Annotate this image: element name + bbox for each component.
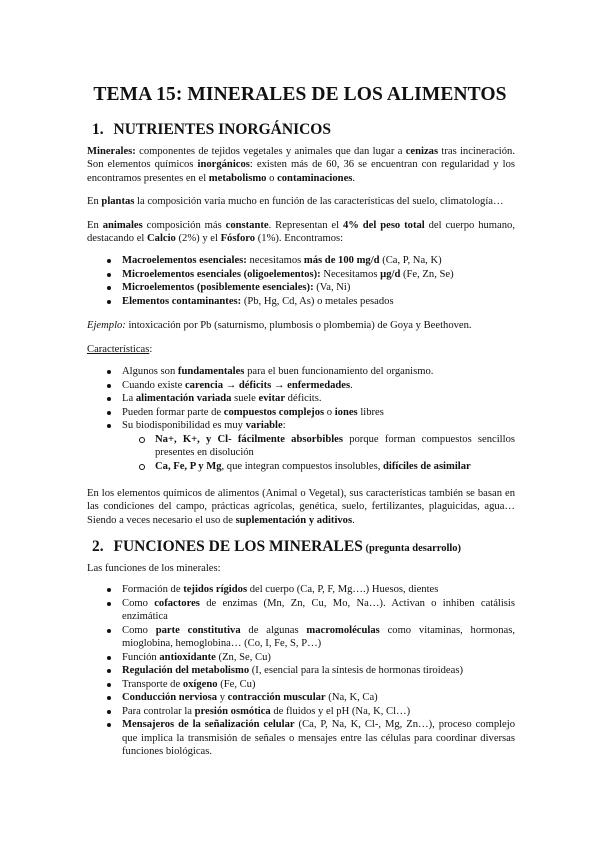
- text: En: [87, 220, 103, 231]
- section-2-number: 2.: [92, 538, 104, 555]
- item-term: Microelementos (posiblemente esenciales):: [122, 282, 314, 293]
- text: climatología: [440, 196, 494, 207]
- item-term: carencia → déficits → enfermedades: [184, 379, 351, 391]
- item-term: Ca, Fe, P y Mg: [155, 460, 222, 472]
- text: (Na, K, Ca): [325, 692, 378, 703]
- text: .: [352, 172, 356, 184]
- item-term: Na+, K+, y Cl- fácilmente absorbibles: [155, 433, 343, 445]
- text: componentes de tejidos vegetales y animales que dan lugar a: [135, 146, 406, 157]
- minerales-paragraph: [87, 145, 515, 185]
- section-1-title: NUTRIENTES INORGÁNICOS: [113, 121, 331, 138]
- item-term: variable: [245, 420, 283, 431]
- list-item: [0, 419, 515, 473]
- sub-list-item: [112, 433, 515, 460]
- item-term: contracción muscular: [227, 692, 326, 703]
- text: …: [493, 196, 504, 207]
- list-item: [0, 365, 515, 379]
- text: (2%) y el: [175, 233, 221, 245]
- list-item: [0, 678, 515, 692]
- text: porque forman compuestos sencillos presentes en disolución: [155, 433, 515, 458]
- text: necesitamos: [246, 255, 304, 266]
- text: : existen más de 60, 36 se encuentran con regularidad y los encontramos presentes en el: [87, 159, 515, 184]
- animales-paragraph: [87, 219, 515, 246]
- example-paragraph: [87, 319, 515, 332]
- text: la composición varía mucho en función de las características del suelo,: [134, 196, 441, 207]
- item-term: cofactores: [154, 597, 200, 609]
- constante-term: constante: [225, 220, 269, 231]
- peso-total-term: 4% del peso total: [342, 220, 425, 231]
- list-item: [0, 254, 515, 268]
- cenizas-term: cenizas: [405, 146, 439, 157]
- text: Formación de: [122, 584, 184, 595]
- text: o: [324, 406, 335, 418]
- section-2-note: (pregunta desarrollo): [362, 543, 462, 554]
- item-term: fundamentales: [177, 366, 245, 377]
- list-item: [0, 379, 515, 393]
- text: , que integran compuestos insolubles,: [221, 460, 384, 472]
- calcio-term: Calcio: [147, 233, 176, 245]
- caracteristicas-label: Características: [87, 344, 150, 355]
- text: déficits.: [285, 393, 322, 404]
- text: del cuerpo (Ca, P, F, Mg….) Huesos, dientes: [247, 584, 439, 595]
- text: intoxicación por Pb (saturnismo, plumbosis o plombemia) de Goya y Beethoven.: [125, 320, 472, 331]
- list-item: [0, 651, 515, 665]
- text: libres: [357, 406, 384, 418]
- suplementacion-term: suplementación y aditivos: [235, 514, 353, 526]
- inorganicos-term: inorgánicos: [197, 159, 250, 171]
- text: (Fe, Zn, Se): [400, 268, 454, 280]
- metabolismo-term: metabolismo: [208, 172, 267, 184]
- item-term: Regulación del metabolismo: [122, 665, 250, 676]
- item-term: antioxidante: [159, 651, 216, 663]
- animales-term: animales: [102, 220, 143, 231]
- text: Función: [122, 651, 160, 663]
- text: .: [350, 379, 353, 391]
- text: Para controlar la: [122, 705, 195, 717]
- text: :: [282, 420, 286, 431]
- text: .: [352, 514, 355, 526]
- text: Como: [122, 624, 156, 636]
- item-term: Microelementos esenciales (oligoelementos):: [122, 268, 321, 280]
- list-item: [0, 597, 515, 624]
- list-item: [0, 295, 515, 309]
- item-term: parte constitutiva: [155, 624, 241, 636]
- sub-list-item: [112, 460, 515, 474]
- text: (Ca, P, Na, K, Cl-, Mg, Zn…), proceso complejo que implica la transmisión de señales o mensajes entre las células para coordinar diversas funciones biológicas.: [122, 719, 516, 757]
- text: (Fe, Cu): [217, 678, 256, 690]
- text: suele: [231, 393, 259, 404]
- item-term: Elementos contaminantes:: [122, 295, 242, 307]
- list-item: [0, 583, 515, 597]
- contaminaciones-term: contaminaciones: [277, 172, 353, 184]
- list-item: [0, 664, 515, 678]
- text: . Representan el: [268, 220, 343, 231]
- item-term: macromoléculas: [306, 624, 380, 636]
- text: Transporte de: [122, 678, 183, 690]
- funciones-list: [0, 583, 515, 759]
- item-term: tejidos rígidos: [183, 584, 248, 595]
- list-item: [0, 392, 515, 406]
- text: (Zn, Se, Cu): [215, 651, 271, 663]
- caracteristicas-list: [0, 365, 515, 473]
- item-term: iones: [334, 406, 358, 418]
- text: para el buen funcionamiento del organismo.: [244, 366, 434, 377]
- list-item: [0, 406, 515, 420]
- item-term: evitar: [258, 393, 286, 404]
- text: Cuando existe: [122, 379, 185, 391]
- item-term: Macroelementos esenciales:: [122, 255, 247, 266]
- minerales-term: Minerales:: [87, 146, 136, 157]
- text: Pueden formar parte de: [122, 406, 224, 418]
- text: del cuerpo humano, destacando el: [87, 220, 515, 245]
- fosforo-term: Fósforo: [220, 233, 256, 245]
- list-item: [0, 624, 515, 651]
- item-term: alimentación variada: [135, 393, 232, 404]
- text: En: [87, 196, 102, 207]
- section-1-heading: [92, 121, 331, 139]
- item-term: compuestos complejos: [223, 406, 325, 418]
- text: como vitaminas, hormonas, mioglobina, hemoglobina… (Co, I, Fe, S, P…): [122, 624, 515, 649]
- list-item: [0, 691, 515, 705]
- text: (1%). Encontramos:: [255, 233, 344, 245]
- text: de fluidos y el pH (Na, K, Cl…): [270, 705, 411, 717]
- list-item: [0, 705, 515, 719]
- text: o: [266, 172, 278, 184]
- text: (Pb, Hg, Cd, As) o metales pesados: [241, 295, 394, 307]
- text: y: [217, 692, 228, 703]
- item-term: presión osmótica: [194, 705, 271, 717]
- condiciones-paragraph: [87, 487, 515, 527]
- text: La: [122, 393, 136, 404]
- text: (Ca, P, Na, K): [379, 255, 442, 266]
- text: de enzimas (Mn, Zn, Cu, Mo, Na…). Activan o inhiben catálisis enzimática: [122, 597, 515, 622]
- plantas-term: plantas: [101, 196, 135, 207]
- text: (Va, Ni): [313, 282, 351, 293]
- biodisponibilidad-sublist: [122, 433, 515, 474]
- list-item: [0, 281, 515, 295]
- text: tras incineración. Son elementos químicos: [87, 146, 515, 171]
- funciones-intro: Las funciones de los minerales:: [87, 563, 221, 574]
- example-label: Ejemplo:: [87, 320, 126, 331]
- plantas-paragraph: [87, 195, 515, 208]
- item-term: difíciles de asimilar: [383, 460, 471, 472]
- text: (I, esencial para la síntesis de hormonas tiroideas): [249, 665, 463, 676]
- item-term: µg/d: [380, 268, 401, 280]
- elements-list: [0, 254, 515, 308]
- list-item: [0, 268, 515, 282]
- text: Su biodisponibilidad es muy: [122, 420, 246, 431]
- text: de algunas: [240, 624, 307, 636]
- text: composición más: [142, 220, 226, 231]
- text: Necesitamos: [320, 268, 381, 280]
- text: En los elementos químicos de alimentos (Animal o Vegetal), sus características también se basan en las condiciones del campo, prácticas agrícolas, genética, suelo, fertilizantes, plaguicidas, agua… Siendo a veces necesario el uso de: [87, 488, 515, 526]
- item-term: oxígeno: [182, 678, 218, 690]
- section-1-number: 1.: [92, 121, 104, 138]
- section-2-title: FUNCIONES DE LOS MINERALES: [113, 538, 363, 555]
- page-title: TEMA 15: MINERALES DE LOS ALIMENTOS: [93, 84, 507, 105]
- item-term: más de 100 mg/d: [303, 255, 380, 266]
- item-term: Conducción nerviosa: [122, 692, 218, 703]
- caracteristicas-heading: [87, 343, 515, 356]
- list-item: [0, 718, 515, 759]
- text: Como: [122, 597, 155, 609]
- text: :: [149, 344, 153, 355]
- text: Algunos son: [122, 366, 178, 377]
- item-term: Mensajeros de la señalización celular: [122, 719, 295, 730]
- section-2-heading: [92, 538, 461, 556]
